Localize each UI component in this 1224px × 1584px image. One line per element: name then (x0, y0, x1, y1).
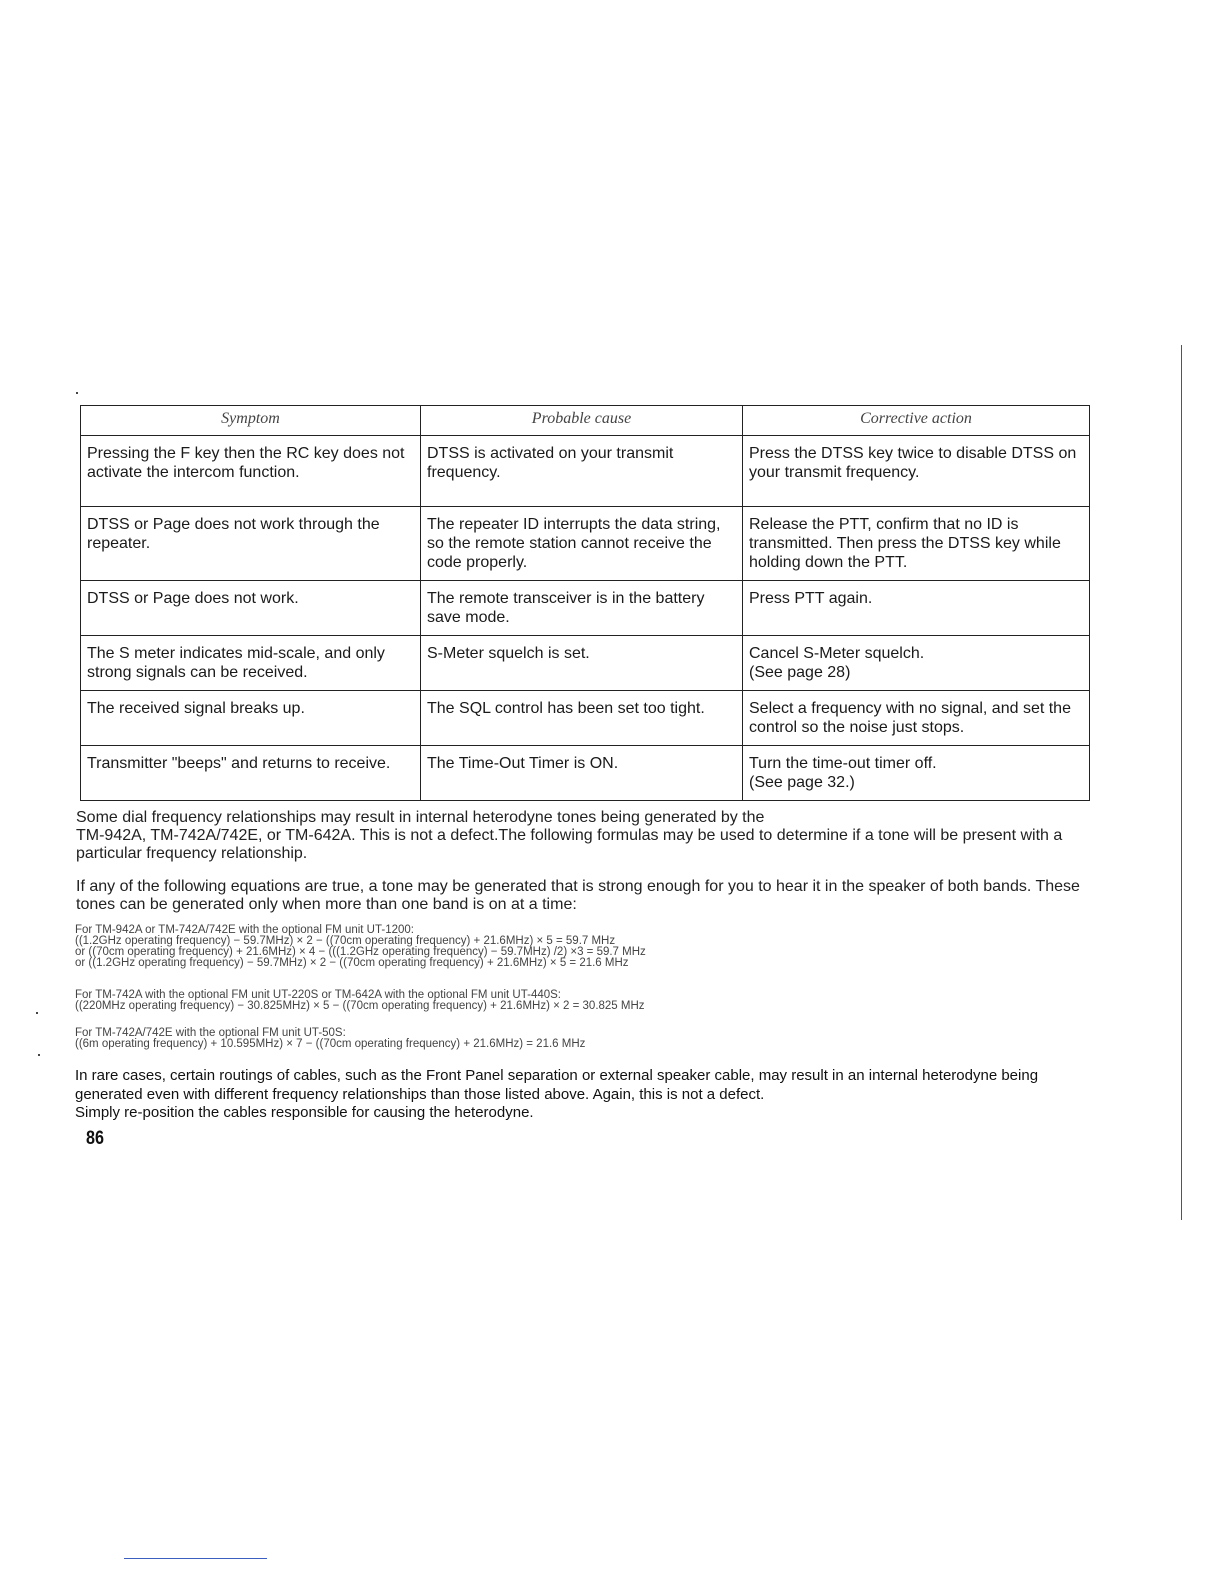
formula-group-ut220s-ut440s (75, 990, 1075, 1012)
formula-heading: For TM-942A or TM-742A/742E with the optional FM unit UT-1200: (75, 924, 414, 936)
symptom-cell: Pressing the F key then the RC key does not activate the intercom function. (81, 436, 421, 507)
footer-rule (124, 1558, 267, 1559)
action-cell: Release the PTT, confirm that no ID is transmitted. Then press the DTSS key while holding down the PTT. (743, 507, 1090, 581)
page-number: 86 (86, 1128, 104, 1149)
cause-cell: The SQL control has been set too tight. (421, 691, 743, 746)
cause-cell: DTSS is activated on your transmit frequency. (421, 436, 743, 507)
scan-speck (36, 1012, 38, 1014)
symptom-cell: Transmitter "beeps" and returns to receive. (81, 746, 421, 801)
formula-group-ut50s (75, 1028, 1075, 1050)
table-row (81, 691, 1090, 746)
symptom-cell: DTSS or Page does not work through the repeater. (81, 507, 421, 581)
cable-routing-paragraph: In rare cases, certain routings of cables, such as the Front Panel separation or external speaker cable, may result in an internal heterodyne being generated even with different frequency relationships than those listed above. Again, this is not a defect. Simply re-position the cables responsible for causing the heterodyne. (75, 1067, 1039, 1121)
formula-heading: For TM-742A/742E with the optional FM unit UT-50S: (75, 1027, 346, 1039)
scan-speck (76, 392, 78, 394)
equations-paragraph: If any of the following equations are true, a tone may be generated that is strong enough for you to hear it in the speaker of both bands. These tones can be generated only when more than one band is on at a time: (76, 878, 1080, 913)
formula-heading: For TM-742A with the optional FM unit UT-220S or TM-642A with the optional FM unit UT-440S: (75, 989, 561, 1001)
symptom-header: Symptom (81, 406, 421, 436)
formula-group-ut1200 (75, 925, 1075, 969)
symptom-cell: The S meter indicates mid-scale, and only strong signals can be received. (81, 636, 421, 691)
heterodyne-paragraph: Some dial frequency relationships may result in internal heterodyne tones being generated by the TM-942A, TM-742A/742E, or TM-642A. This is not a defect.The following formulas may be used to determine if a tone will be present with a particular frequency relationship. (76, 809, 1063, 862)
cause-cell: The Time-Out Timer is ON. (421, 746, 743, 801)
page-edge-rule (1181, 345, 1182, 1220)
symptom-cell: The received signal breaks up. (81, 691, 421, 746)
formula-line: ((220MHz operating frequency) − 30.825MHz) × 5 − ((70cm operating frequency) + 21.6MHz) × 2 = 30.825 MHz (75, 1000, 645, 1012)
table-row (81, 581, 1090, 636)
table-row (81, 746, 1090, 801)
symptom-cell: DTSS or Page does not work. (81, 581, 421, 636)
table-row (81, 436, 1090, 507)
formula-line: ((6m operating frequency) + 10.595MHz) × 7 − ((70cm operating frequency) + 21.6MHz) = 21.6 MHz (75, 1038, 586, 1050)
cause-cell: The remote transceiver is in the battery save mode. (421, 581, 743, 636)
cause-cell: S-Meter squelch is set. (421, 636, 743, 691)
action-cell: Press the DTSS key twice to disable DTSS on your transmit frequency. (743, 436, 1090, 507)
table-row (81, 636, 1090, 691)
action-cell: Select a frequency with no signal, and set the control so the noise just stops. (743, 691, 1090, 746)
cause-header: Probable cause (421, 406, 743, 436)
table-row (81, 507, 1090, 581)
action-cell: Turn the time-out timer off. (See page 32.) (743, 746, 1090, 801)
action-cell: Press PTT again. (743, 581, 1090, 636)
formula-line: ((1.2GHz operating frequency) − 59.7MHz) × 2 − ((70cm operating frequency) + 21.6MHz) × 5 = 59.7 MHz (75, 935, 616, 947)
formula-line: or ((1.2GHz operating frequency) − 59.7MHz) × 2 − ((70cm operating frequency) + 21.6MHz) × 5 = 21.6 MHz (75, 957, 629, 969)
table-header-row (81, 406, 1090, 436)
action-header: Corrective action (743, 406, 1090, 436)
scan-speck (38, 1054, 40, 1056)
formula-line: or ((70cm operating frequency) + 21.6MHz) × 4 − (((1.2GHz operating frequency) − 59.7MHz) /2) ×3 = 59.7 MHz (75, 946, 646, 958)
troubleshooting-table (80, 405, 1090, 801)
action-cell: Cancel S-Meter squelch. (See page 28) (743, 636, 1090, 691)
cause-cell: The repeater ID interrupts the data string, so the remote station cannot receive the code properly. (421, 507, 743, 581)
